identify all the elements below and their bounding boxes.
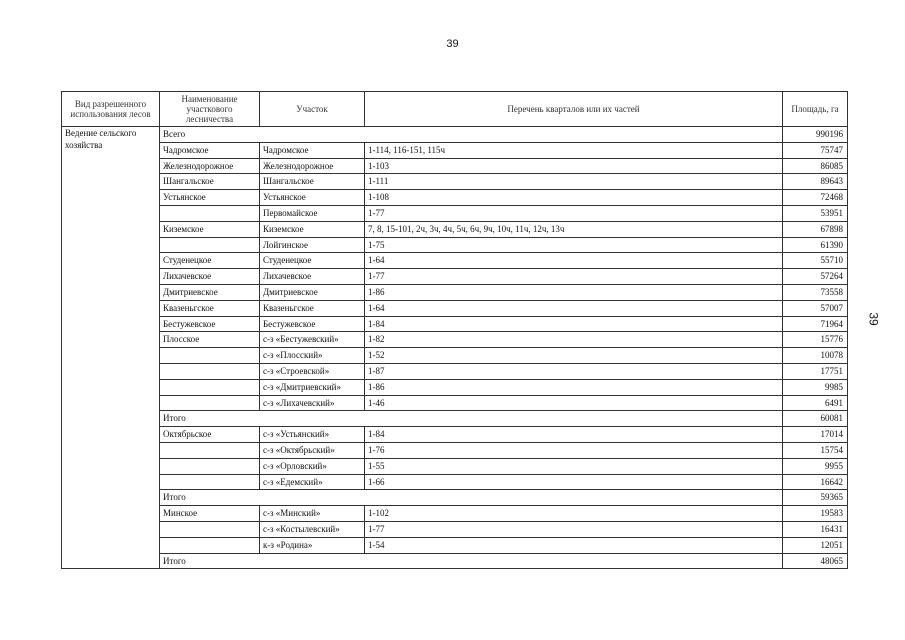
cell-a	[160, 379, 260, 395]
cell-c: 1-86	[365, 284, 783, 300]
cell-a: Шангальское	[160, 174, 260, 190]
cell-c: 1-64	[365, 253, 783, 269]
cell-c: 1-77	[365, 205, 783, 221]
cell-d: 72468	[783, 190, 848, 206]
cell-b: Чадромское	[260, 142, 365, 158]
table-row	[62, 537, 848, 553]
cell-b: с-з «Плосский»	[260, 348, 365, 364]
cell-b: Киземское	[260, 221, 365, 237]
cell-a	[160, 474, 260, 490]
cell-d: 16431	[783, 521, 848, 537]
cell-a: Чадромское	[160, 142, 260, 158]
cell-d: 71964	[783, 316, 848, 332]
cell-d: 9955	[783, 458, 848, 474]
table-row	[62, 237, 848, 253]
table-row	[62, 553, 848, 569]
table-row	[62, 221, 848, 237]
header-perechen: Перечень кварталов или их частей	[365, 92, 783, 127]
table-row	[62, 379, 848, 395]
cell-d: 57007	[783, 300, 848, 316]
cell-c: 1-108	[365, 190, 783, 206]
cell-a	[160, 237, 260, 253]
table-row	[62, 506, 848, 522]
cell-b: Железнодорожное	[260, 158, 365, 174]
table-row	[62, 316, 848, 332]
cell-b: к-з «Родина»	[260, 537, 365, 553]
cell-a	[160, 363, 260, 379]
cell-c: 1-46	[365, 395, 783, 411]
cell-c: 1-64	[365, 300, 783, 316]
table-row	[62, 411, 848, 427]
header-row	[62, 92, 848, 127]
cell-c: 1-86	[365, 379, 783, 395]
cell-a: Минское	[160, 506, 260, 522]
cell-b: Лихачевское	[260, 269, 365, 285]
cell-d: 48065	[783, 553, 848, 569]
cell-d: 990196	[783, 127, 848, 143]
cell-b: с-з «Орловский»	[260, 458, 365, 474]
cell-a	[160, 395, 260, 411]
cell-d: 59365	[783, 490, 848, 506]
cell-c: 1-84	[365, 427, 783, 443]
cell-d: 19583	[783, 506, 848, 522]
cell-b: с-з «Лихачевский»	[260, 395, 365, 411]
page-number-side: 39	[866, 312, 881, 326]
table-row	[62, 284, 848, 300]
cell-c: 1-77	[365, 269, 783, 285]
cell-b: Дмитриевское	[260, 284, 365, 300]
table-row	[62, 300, 848, 316]
header-uchastok: Участок	[260, 92, 365, 127]
cell-d: 67898	[783, 221, 848, 237]
cell-a: Плосское	[160, 332, 260, 348]
cell-d: 55710	[783, 253, 848, 269]
cell-a: Устьянское	[160, 190, 260, 206]
header-lesnichestvo: Наименование участкового лесничества	[160, 92, 260, 127]
cell-a	[160, 458, 260, 474]
cell-d: 17751	[783, 363, 848, 379]
cell-a: Лихачевское	[160, 269, 260, 285]
table-row	[62, 253, 848, 269]
cell-b: с-з «Строевской»	[260, 363, 365, 379]
cell-d: 86085	[783, 158, 848, 174]
cell-b: Лойгинское	[260, 237, 365, 253]
table-row	[62, 521, 848, 537]
cell-c: 1-111	[365, 174, 783, 190]
cell-c: 1-55	[365, 458, 783, 474]
cell-b: Студенецкое	[260, 253, 365, 269]
cell-a: Дмитриевское	[160, 284, 260, 300]
cell-d: 15754	[783, 442, 848, 458]
table-row	[62, 332, 848, 348]
cell-a: Киземское	[160, 221, 260, 237]
cell-a: Студенецкое	[160, 253, 260, 269]
cell-d: 60081	[783, 411, 848, 427]
cell-a: Октябрьское	[160, 427, 260, 443]
cell-c: 1-52	[365, 348, 783, 364]
forest-use-table	[61, 91, 848, 569]
cell-b: Бестужевское	[260, 316, 365, 332]
cell-c: 1-102	[365, 506, 783, 522]
cell-d: 10078	[783, 348, 848, 364]
cell-d: 75747	[783, 142, 848, 158]
cell-c: 1-84	[365, 316, 783, 332]
cell-b: с-з «Костылевский»	[260, 521, 365, 537]
cell-d: 89643	[783, 174, 848, 190]
cell-c: 1-87	[365, 363, 783, 379]
cell-d: 57264	[783, 269, 848, 285]
cell-a: Итого	[160, 411, 783, 427]
cell-d: 17014	[783, 427, 848, 443]
table-row	[62, 474, 848, 490]
cell-c: 7, 8, 15-101, 2ч, 3ч, 4ч, 5ч, 6ч, 9ч, 10ч, 11ч, 12ч, 13ч	[365, 221, 783, 237]
cell-d: 6491	[783, 395, 848, 411]
cell-b: с-з «Минский»	[260, 506, 365, 522]
cell-b: с-з «Дмитриевский»	[260, 379, 365, 395]
cell-a: Железнодорожное	[160, 158, 260, 174]
cell-b: с-з «Бестужевский»	[260, 332, 365, 348]
cell-b: Шангальское	[260, 174, 365, 190]
cell-a: Всего	[160, 127, 783, 143]
cell-a	[160, 442, 260, 458]
cell-c: 1-82	[365, 332, 783, 348]
table-row	[62, 458, 848, 474]
page-number: 39	[446, 38, 459, 50]
table-row	[62, 490, 848, 506]
cell-d: 15776	[783, 332, 848, 348]
cell-a: Итого	[160, 490, 783, 506]
table-row	[62, 190, 848, 206]
table-row	[62, 269, 848, 285]
table-row	[62, 395, 848, 411]
cell-c: 1-66	[365, 474, 783, 490]
cell-a	[160, 537, 260, 553]
table-row	[62, 142, 848, 158]
cell-a	[160, 205, 260, 221]
table-row	[62, 427, 848, 443]
cell-c: 1-54	[365, 537, 783, 553]
cell-b: с-з «Октябрьский»	[260, 442, 365, 458]
header-ploshad: Площадь, га	[783, 92, 848, 127]
cell-c: 1-103	[365, 158, 783, 174]
cell-b: с-з «Едемский»	[260, 474, 365, 490]
cell-d: 12051	[783, 537, 848, 553]
cell-d: 53951	[783, 205, 848, 221]
cell-d: 16642	[783, 474, 848, 490]
cell-d: 73558	[783, 284, 848, 300]
table-row	[62, 174, 848, 190]
table-row	[62, 127, 848, 143]
table-row	[62, 348, 848, 364]
cell-b: с-з «Устьянский»	[260, 427, 365, 443]
cell-b: Устьянское	[260, 190, 365, 206]
table-row	[62, 158, 848, 174]
cell-d: 61390	[783, 237, 848, 253]
cell-a	[160, 521, 260, 537]
cell-c: 1-75	[365, 237, 783, 253]
cell-c: 1-114, 116-151, 115ч	[365, 142, 783, 158]
cell-c: 1-77	[365, 521, 783, 537]
table-row	[62, 363, 848, 379]
cell-a: Квазеньгское	[160, 300, 260, 316]
cell-a: Итого	[160, 553, 783, 569]
cell-vid: Ведение сельского хозяйства	[62, 127, 160, 569]
table-row	[62, 442, 848, 458]
cell-b: Первомайское	[260, 205, 365, 221]
cell-c: 1-76	[365, 442, 783, 458]
cell-a: Бестужевское	[160, 316, 260, 332]
header-vid: Вид разрешенного использования лесов	[62, 92, 160, 127]
cell-a	[160, 348, 260, 364]
cell-b: Квазеньгское	[260, 300, 365, 316]
table-row	[62, 205, 848, 221]
cell-d: 9985	[783, 379, 848, 395]
